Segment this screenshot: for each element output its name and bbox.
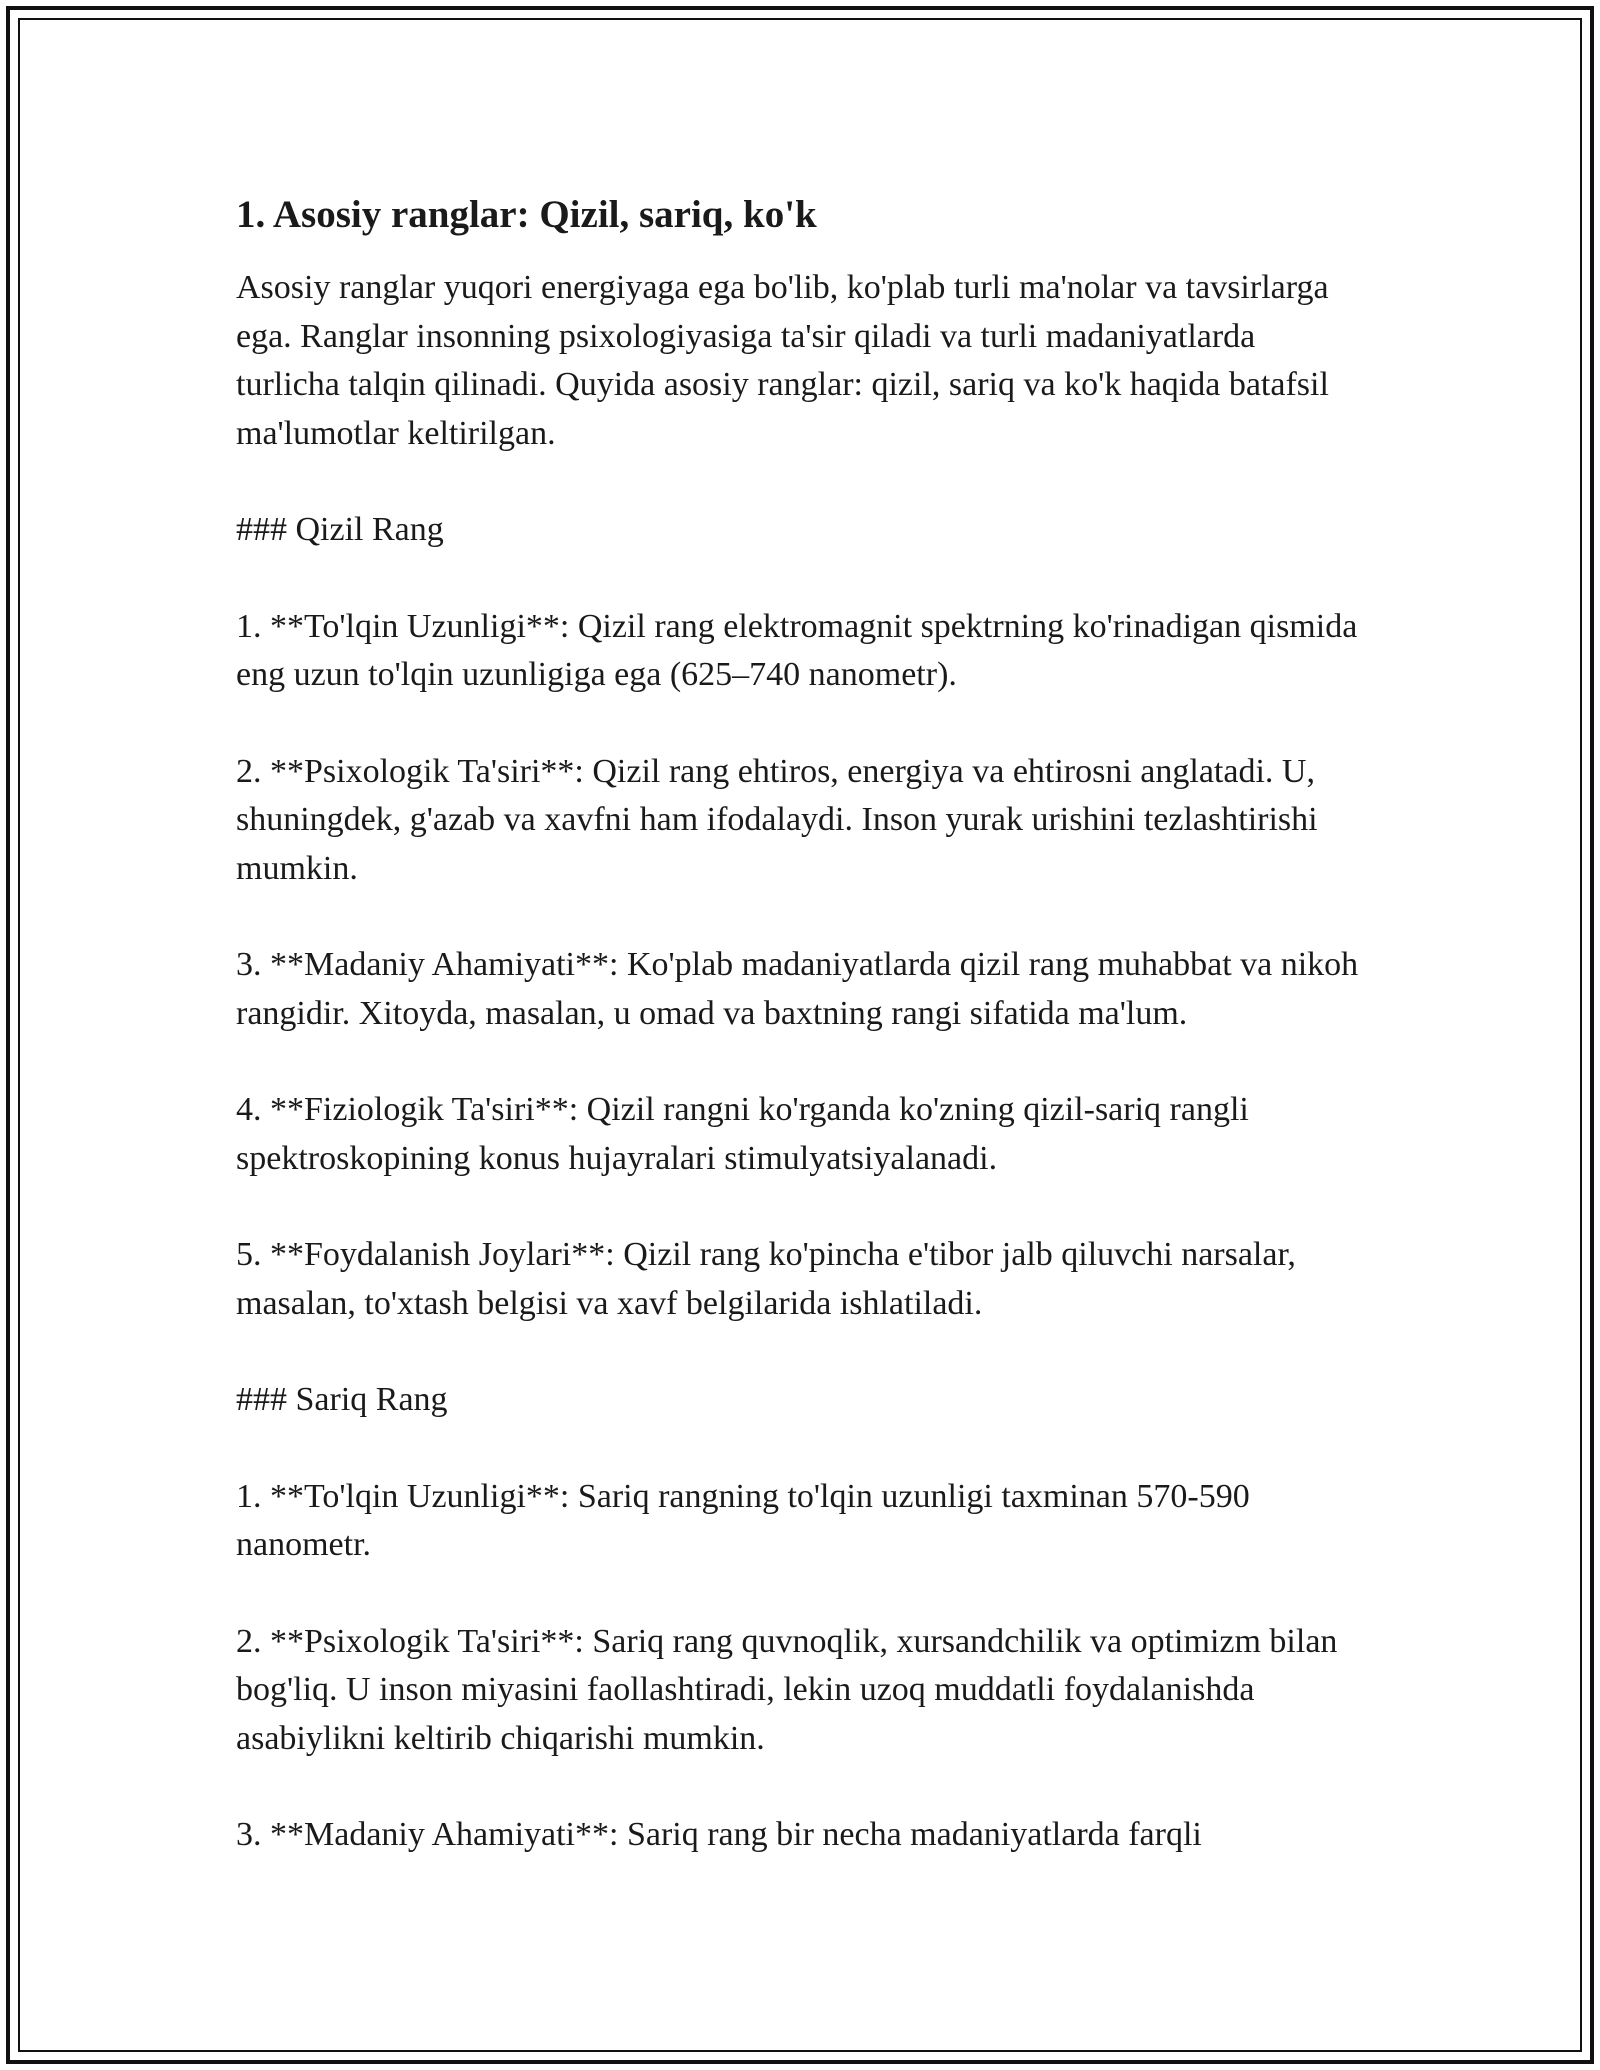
section-heading-sariq: ### Sariq Rang [236, 1381, 448, 1418]
list-item: 4. **Fiziologik Ta'siri**: Qizil rangni ko'rganda ko'zning qizil-sariq rangli spektroskopining konus hujayralari stimulyatsiyalanadi. [236, 1091, 1249, 1177]
intro-paragraph: Asosiy ranglar yuqori energiyaga ega bo'lib, ko'plab turli ma'nolar va tavsirlarga ega. Ranglar insonning psixologiyasiga ta'sir qiladi va turli madaniyatlarda turlicha talqin qilinadi. Quyida asosiy ranglar: qizil, sariq va ko'k haqida batafsil ma'lumotlar keltirilgan. [236, 269, 1329, 452]
list-item: 2. **Psixologik Ta'siri**: Sariq rang quvnoqlik, xursandchilik va optimizm bilan bog'liq. U inson miyasini faollashtiradi, lekin uzoq muddatli foydalanishda asabiylikni keltirib chiqarishi mumkin. [236, 1622, 1338, 1757]
document-title: 1. Asosiy ranglar: Qizil, sariq, ko'k [236, 193, 817, 236]
list-item: 2. **Psixologik Ta'siri**: Qizil rang ehtiros, energiya va ehtirosni anglatadi. U, shuningdek, g'azab va xavfni ham ifodalaydi. Inson yurak urishini tezlashtirishi mumkin. [236, 752, 1318, 887]
list-item: 3. **Madaniy Ahamiyati**: Sariq rang bir necha madaniyatlarda farqli [236, 1816, 1202, 1853]
section-heading-qizil: ### Qizil Rang [236, 511, 444, 548]
list-item: 5. **Foydalanish Joylari**: Qizil rang ko'pincha e'tibor jalb qiluvchi narsalar, masalan, to'xtash belgisi va xavf belgilarida ishlatiladi. [236, 1236, 1296, 1322]
list-item: 3. **Madaniy Ahamiyati**: Ko'plab madaniyatlarda qizil rang muhabbat va nikoh rangidir. Xitoyda, masalan, u omad va baxtning rangi sifatida ma'lum. [236, 946, 1359, 1032]
document-body [236, 186, 1366, 1908]
list-item: 1. **To'lqin Uzunligi**: Sariq rangning to'lqin uzunligi taxminan 570-590 nanometr. [236, 1477, 1250, 1563]
list-item: 1. **To'lqin Uzunligi**: Qizil rang elektromagnit spektrning ko'rinadigan qismida eng uzun to'lqin uzunligiga ega (625–740 nanometr). [236, 607, 1358, 693]
